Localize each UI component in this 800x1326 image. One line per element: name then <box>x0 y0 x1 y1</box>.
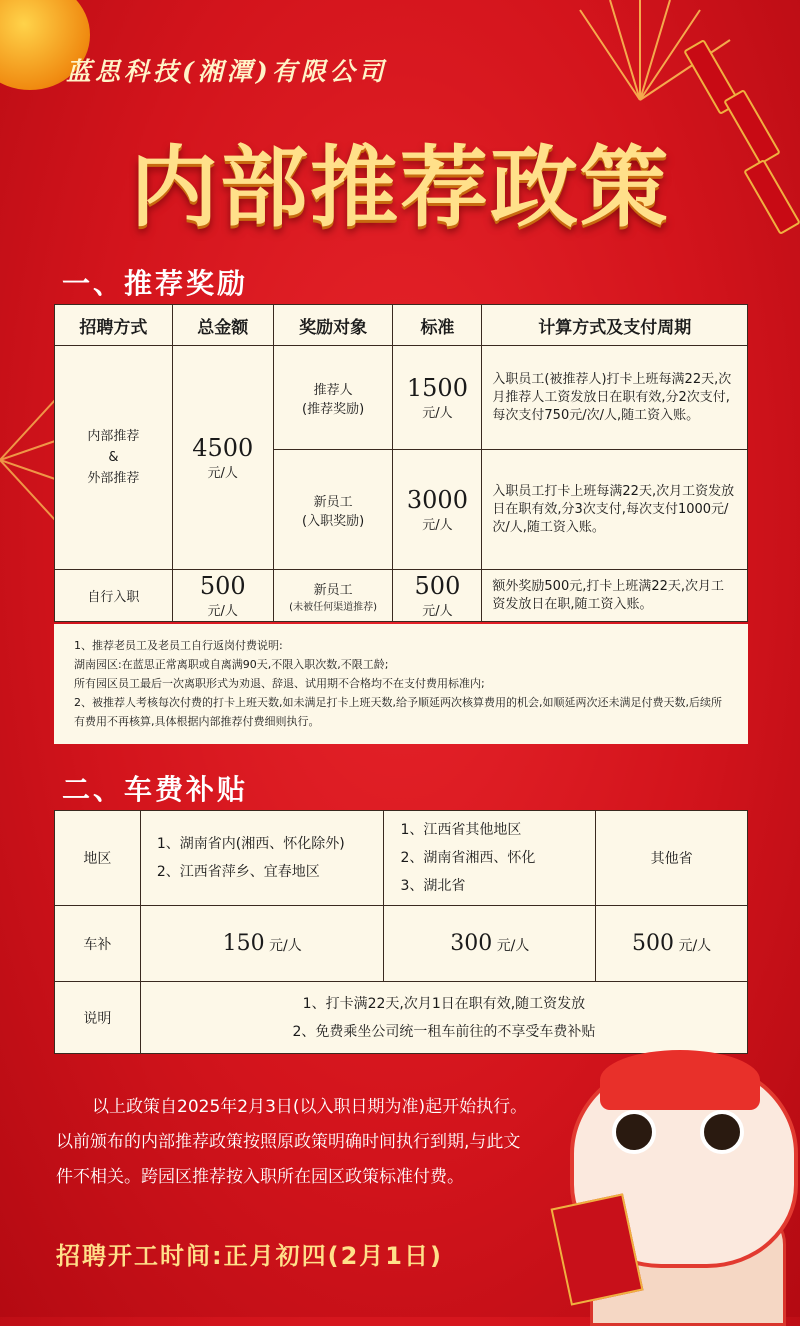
standard-new-employee <box>393 450 482 570</box>
region-b <box>384 811 596 906</box>
region-label: 地区 <box>55 811 141 906</box>
subsidy-amount: 300 <box>450 931 493 956</box>
calc-self: 额外奖励500元,打卡上班满22天,次月工资发放日在职,随工资入账。 <box>482 570 748 622</box>
subsidy-unit: 元/人 <box>269 938 302 954</box>
calc-new-employee: 入职员工打卡上班每满22天,次月工资发放日在职有效,分3次支付,每次支付1000元/次/人,随工资入账。 <box>482 450 748 570</box>
region-line: 1、江西省其他地区 <box>400 822 522 838</box>
dragon-mascot-hat <box>600 1050 760 1110</box>
standard-unit: 元/人 <box>422 604 453 619</box>
total-amount: 500 <box>199 572 246 600</box>
region-a <box>140 811 384 906</box>
transport-table <box>54 810 748 1054</box>
subsidy-amount: 150 <box>222 931 265 956</box>
target-new-employee <box>273 450 393 570</box>
note-line: 所有园区员工最后一次离职形式为劝退、辞退、试用期不合格均不在支付费用标准内; <box>74 677 485 690</box>
header-target: 奖励对象 <box>273 305 393 346</box>
method-and: & <box>108 450 119 465</box>
calc-referrer: 入职员工(被推荐人)打卡上班每满22天,次月推荐人工资发放日在职有效,分2次支付,每次支付750元/次/人,随工资入账。 <box>482 346 748 450</box>
subsidy-b <box>384 906 596 982</box>
subsidy-label: 车补 <box>55 906 141 982</box>
page-title: 内部推荐政策 <box>129 135 670 239</box>
firework-decoration <box>0 360 60 560</box>
dragon-eye-icon <box>612 1110 656 1154</box>
total-unit: 元/人 <box>207 604 238 619</box>
standard-amount: 500 <box>414 572 461 600</box>
standard-referrer <box>393 346 482 450</box>
method-self: 自行入职 <box>55 570 173 622</box>
target-referrer <box>273 346 393 450</box>
policy-statement: 以上政策自2025年2月3日(以入职日期为准)起开始执行。以前颁布的内部推荐政策按照原政策明确时间执行到期,与此文件不相关。跨园区推荐按入职所在园区政策标准付费。 <box>56 1097 528 1187</box>
remark-line: 2、免费乘坐公司统一租车前往的不享受车费补贴 <box>292 1023 596 1040</box>
note-line: 1、推荐老员工及老员工自行返岗付费说明: <box>74 639 283 652</box>
total-amount: 4500 <box>192 434 254 462</box>
header-total: 总金额 <box>172 305 273 346</box>
method-internal: 内部推荐 <box>87 429 140 444</box>
section-title-transport: 二、车费补贴 <box>62 773 249 806</box>
region-line: 2、湖南省湘西、怀化 <box>400 850 536 866</box>
total-unit: 元/人 <box>207 466 238 481</box>
method-referral <box>55 346 173 570</box>
subsidy-unit: 元/人 <box>496 938 530 954</box>
target-line: 新员工 <box>313 494 353 510</box>
target-line: 推荐人 <box>313 382 353 398</box>
header-standard: 标准 <box>393 305 482 346</box>
target-line: (入职奖励) <box>302 513 365 529</box>
referral-table <box>54 304 748 622</box>
region-line: 1、湖南省内(湘西、怀化除外) <box>156 836 345 852</box>
standard-self <box>393 570 482 622</box>
section-title-referral: 一、推荐奖励 <box>62 267 249 300</box>
header-method: 招聘方式 <box>55 305 173 346</box>
subsidy-amount: 500 <box>632 931 674 956</box>
region-line: 3、湖北省 <box>400 878 466 894</box>
remark-label: 说明 <box>55 982 141 1054</box>
method-external: 外部推荐 <box>87 471 140 486</box>
target-line: (未被任何渠道推荐) <box>289 601 377 613</box>
region-line: 2、江西省萍乡、宜春地区 <box>156 864 320 880</box>
standard-unit: 元/人 <box>422 406 453 421</box>
target-self <box>273 570 393 622</box>
subsidy-a <box>140 906 384 982</box>
standard-amount: 3000 <box>406 486 468 514</box>
target-line: (推荐奖励) <box>302 401 365 417</box>
total-self <box>172 570 273 622</box>
total-referral <box>172 346 273 570</box>
remarks <box>140 982 747 1054</box>
subsidy-unit: 元/人 <box>678 938 712 954</box>
note-line: 湖南园区:在蓝思正常离职或自离满90天,不限入职次数,不限工龄; <box>74 658 389 671</box>
region-c: 其他省 <box>596 811 748 906</box>
recruitment-start-time: 招聘开工时间:正月初四(2月1日) <box>56 1242 443 1270</box>
remark-line: 1、打卡满22天,次月1日在职有效,随工资发放 <box>302 995 586 1012</box>
company-name: 蓝思科技(湘潭)有限公司 <box>66 57 388 86</box>
header-calc: 计算方式及支付周期 <box>482 305 748 346</box>
standard-amount: 1500 <box>406 374 468 402</box>
note-line: 2、被推荐人考核每次付费的打卡上班天数,如未满足打卡上班天数,给予顺延两次核算费用的机会,如顺延两次还未满足付费天数,后续所有费用不再核算,具体根据内部推荐付费细则执行。 <box>74 696 722 728</box>
referral-notes <box>54 624 748 744</box>
target-line: 新员工 <box>313 582 353 598</box>
subsidy-c <box>596 906 748 982</box>
standard-unit: 元/人 <box>422 518 453 533</box>
dragon-eye-icon <box>700 1110 744 1154</box>
